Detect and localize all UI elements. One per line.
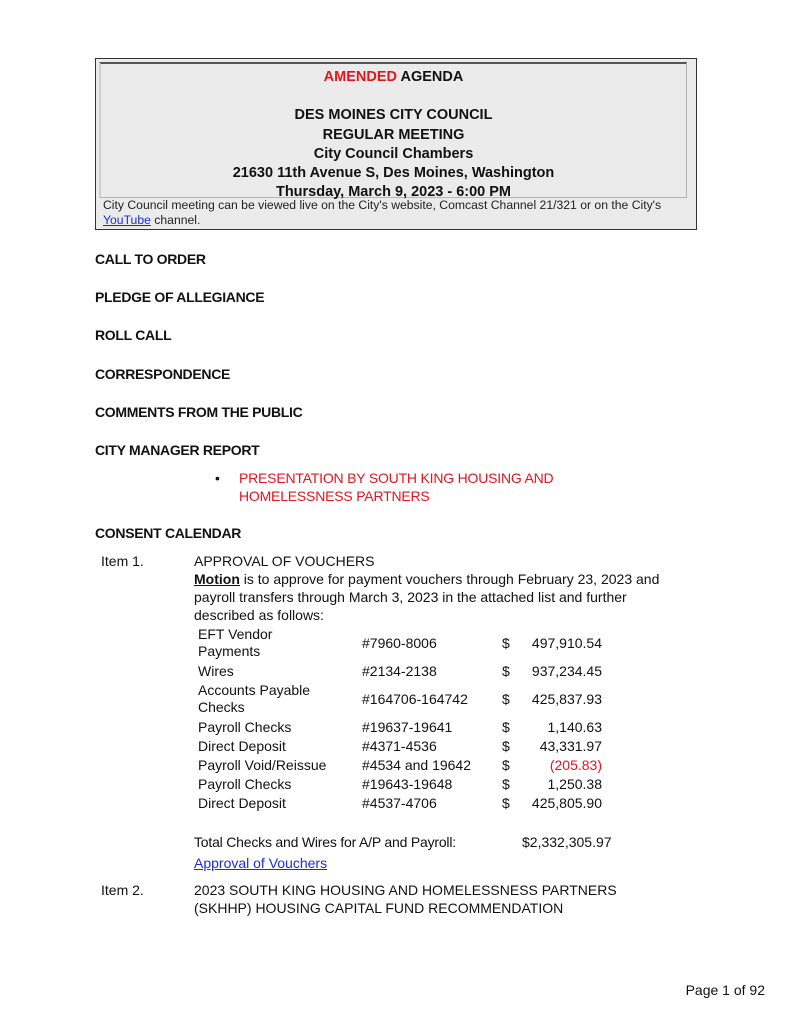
voucher-number: #7960-8006	[362, 635, 437, 651]
voucher-dollar: $	[502, 776, 510, 792]
voucher-amount: 425,805.90	[531, 795, 602, 811]
meeting-type: REGULAR MEETING	[322, 127, 465, 143]
section-call-to-order: CALL TO ORDER	[95, 251, 206, 267]
voucher-desc: Payroll Checks	[198, 719, 292, 735]
section-city-manager-report: CITY MANAGER REPORT	[95, 442, 260, 458]
voucher-total-value: $2,332,305.97	[522, 834, 612, 850]
table-row	[198, 662, 602, 681]
viewing-note-tail: channel.	[150, 213, 201, 227]
agenda-title	[101, 68, 686, 86]
table-row	[198, 756, 602, 775]
meeting-datetime: Thursday, March 9, 2023 - 6:00 PM	[275, 184, 512, 200]
voucher-amount: 497,910.54	[531, 635, 602, 651]
voucher-desc: Payroll Void/Reissue	[198, 757, 327, 773]
item-1-label: Item 1.	[101, 553, 144, 569]
voucher-dollar: $	[502, 635, 510, 651]
table-row	[198, 625, 602, 662]
voucher-amount: 1,140.63	[547, 719, 602, 735]
voucher-amount: 1,250.38	[547, 776, 602, 792]
voucher-amount: 43,331.97	[539, 738, 602, 754]
voucher-desc: Wires	[198, 663, 234, 679]
table-row	[198, 681, 602, 718]
agenda-title-panel	[99, 62, 687, 198]
amended-label: AMENDED	[323, 69, 397, 85]
item-1-motion	[194, 570, 684, 624]
item-2-label: Item 2.	[101, 882, 144, 898]
voucher-dollar: $	[502, 757, 510, 773]
approval-of-vouchers-link[interactable]: Approval of Vouchers	[194, 855, 328, 871]
voucher-number: #164706-164742	[362, 691, 468, 707]
voucher-number: #4534 and 19642	[362, 757, 471, 773]
voucher-total-label: Total Checks and Wires for A/P and Payroll:	[194, 834, 456, 850]
table-row	[198, 737, 602, 756]
motion-text: is to approve for payment vouchers through February 23, 2023 and payroll transfers through March 3, 2023 in the attached list and further described as follows:	[194, 571, 660, 623]
item-1-body	[194, 552, 694, 624]
voucher-number: #4371-4536	[362, 738, 437, 754]
meeting-location: City Council Chambers	[313, 146, 474, 162]
voucher-dollar: $	[502, 795, 510, 811]
voucher-desc: Payroll Checks	[198, 776, 292, 792]
voucher-number: #4537-4706	[362, 795, 437, 811]
voucher-desc: Accounts Payable Checks	[198, 682, 311, 715]
voucher-table	[198, 625, 602, 813]
youtube-link[interactable]: YouTube	[103, 213, 151, 227]
item-2-title: 2023 SOUTH KING HOUSING AND HOMELESSNESS PARTNERS (SKHHP) HOUSING CAPITAL FUND RECOMMENDATION	[194, 882, 617, 916]
voucher-amount: 937,234.45	[531, 663, 602, 679]
section-pledge-of-allegiance: PLEDGE OF ALLEGIANCE	[95, 289, 265, 305]
motion-label: Motion	[194, 571, 240, 587]
section-comments-from-public: COMMENTS FROM THE PUBLIC	[95, 404, 303, 420]
voucher-dollar: $	[502, 719, 510, 735]
voucher-amount: 425,837.93	[531, 691, 602, 707]
voucher-desc: Direct Deposit	[198, 738, 286, 754]
bullet-icon: •	[215, 470, 220, 486]
table-row	[198, 718, 602, 737]
agenda-header-box	[95, 58, 697, 230]
item-1-title: APPROVAL OF VOUCHERS	[194, 553, 375, 569]
voucher-desc: EFT Vendor Payments	[198, 626, 273, 659]
meeting-address: 21630 11th Avenue S, Des Moines, Washington	[232, 165, 555, 181]
table-row	[198, 775, 602, 794]
voucher-amount-negative: (205.83)	[549, 757, 602, 773]
voucher-number: #19643-19648	[362, 776, 453, 792]
voucher-dollar: $	[502, 663, 510, 679]
voucher-number: #2134-2138	[362, 663, 437, 679]
page-number: Page 1 of 92	[685, 982, 765, 998]
viewing-note	[103, 198, 688, 228]
voucher-number: #19637-19641	[362, 719, 453, 735]
voucher-desc: Direct Deposit	[198, 795, 286, 811]
viewing-note-text: City Council meeting can be viewed live on the City's website, Comcast Channel 21/321 or on the City's	[103, 198, 662, 212]
section-roll-call: ROLL CALL	[95, 327, 172, 343]
section-consent-calendar: CONSENT CALENDAR	[95, 525, 242, 541]
council-name: DES MOINES CITY COUNCIL	[294, 107, 493, 123]
section-correspondence: CORRESPONDENCE	[95, 366, 231, 382]
presentation-item: PRESENTATION BY SOUTH KING HOUSING AND HOMELESSNESS PARTNERS	[239, 470, 554, 504]
voucher-dollar: $	[502, 738, 510, 754]
voucher-dollar: $	[502, 691, 510, 707]
agenda-label: AGENDA	[396, 69, 464, 85]
table-row	[198, 794, 602, 813]
